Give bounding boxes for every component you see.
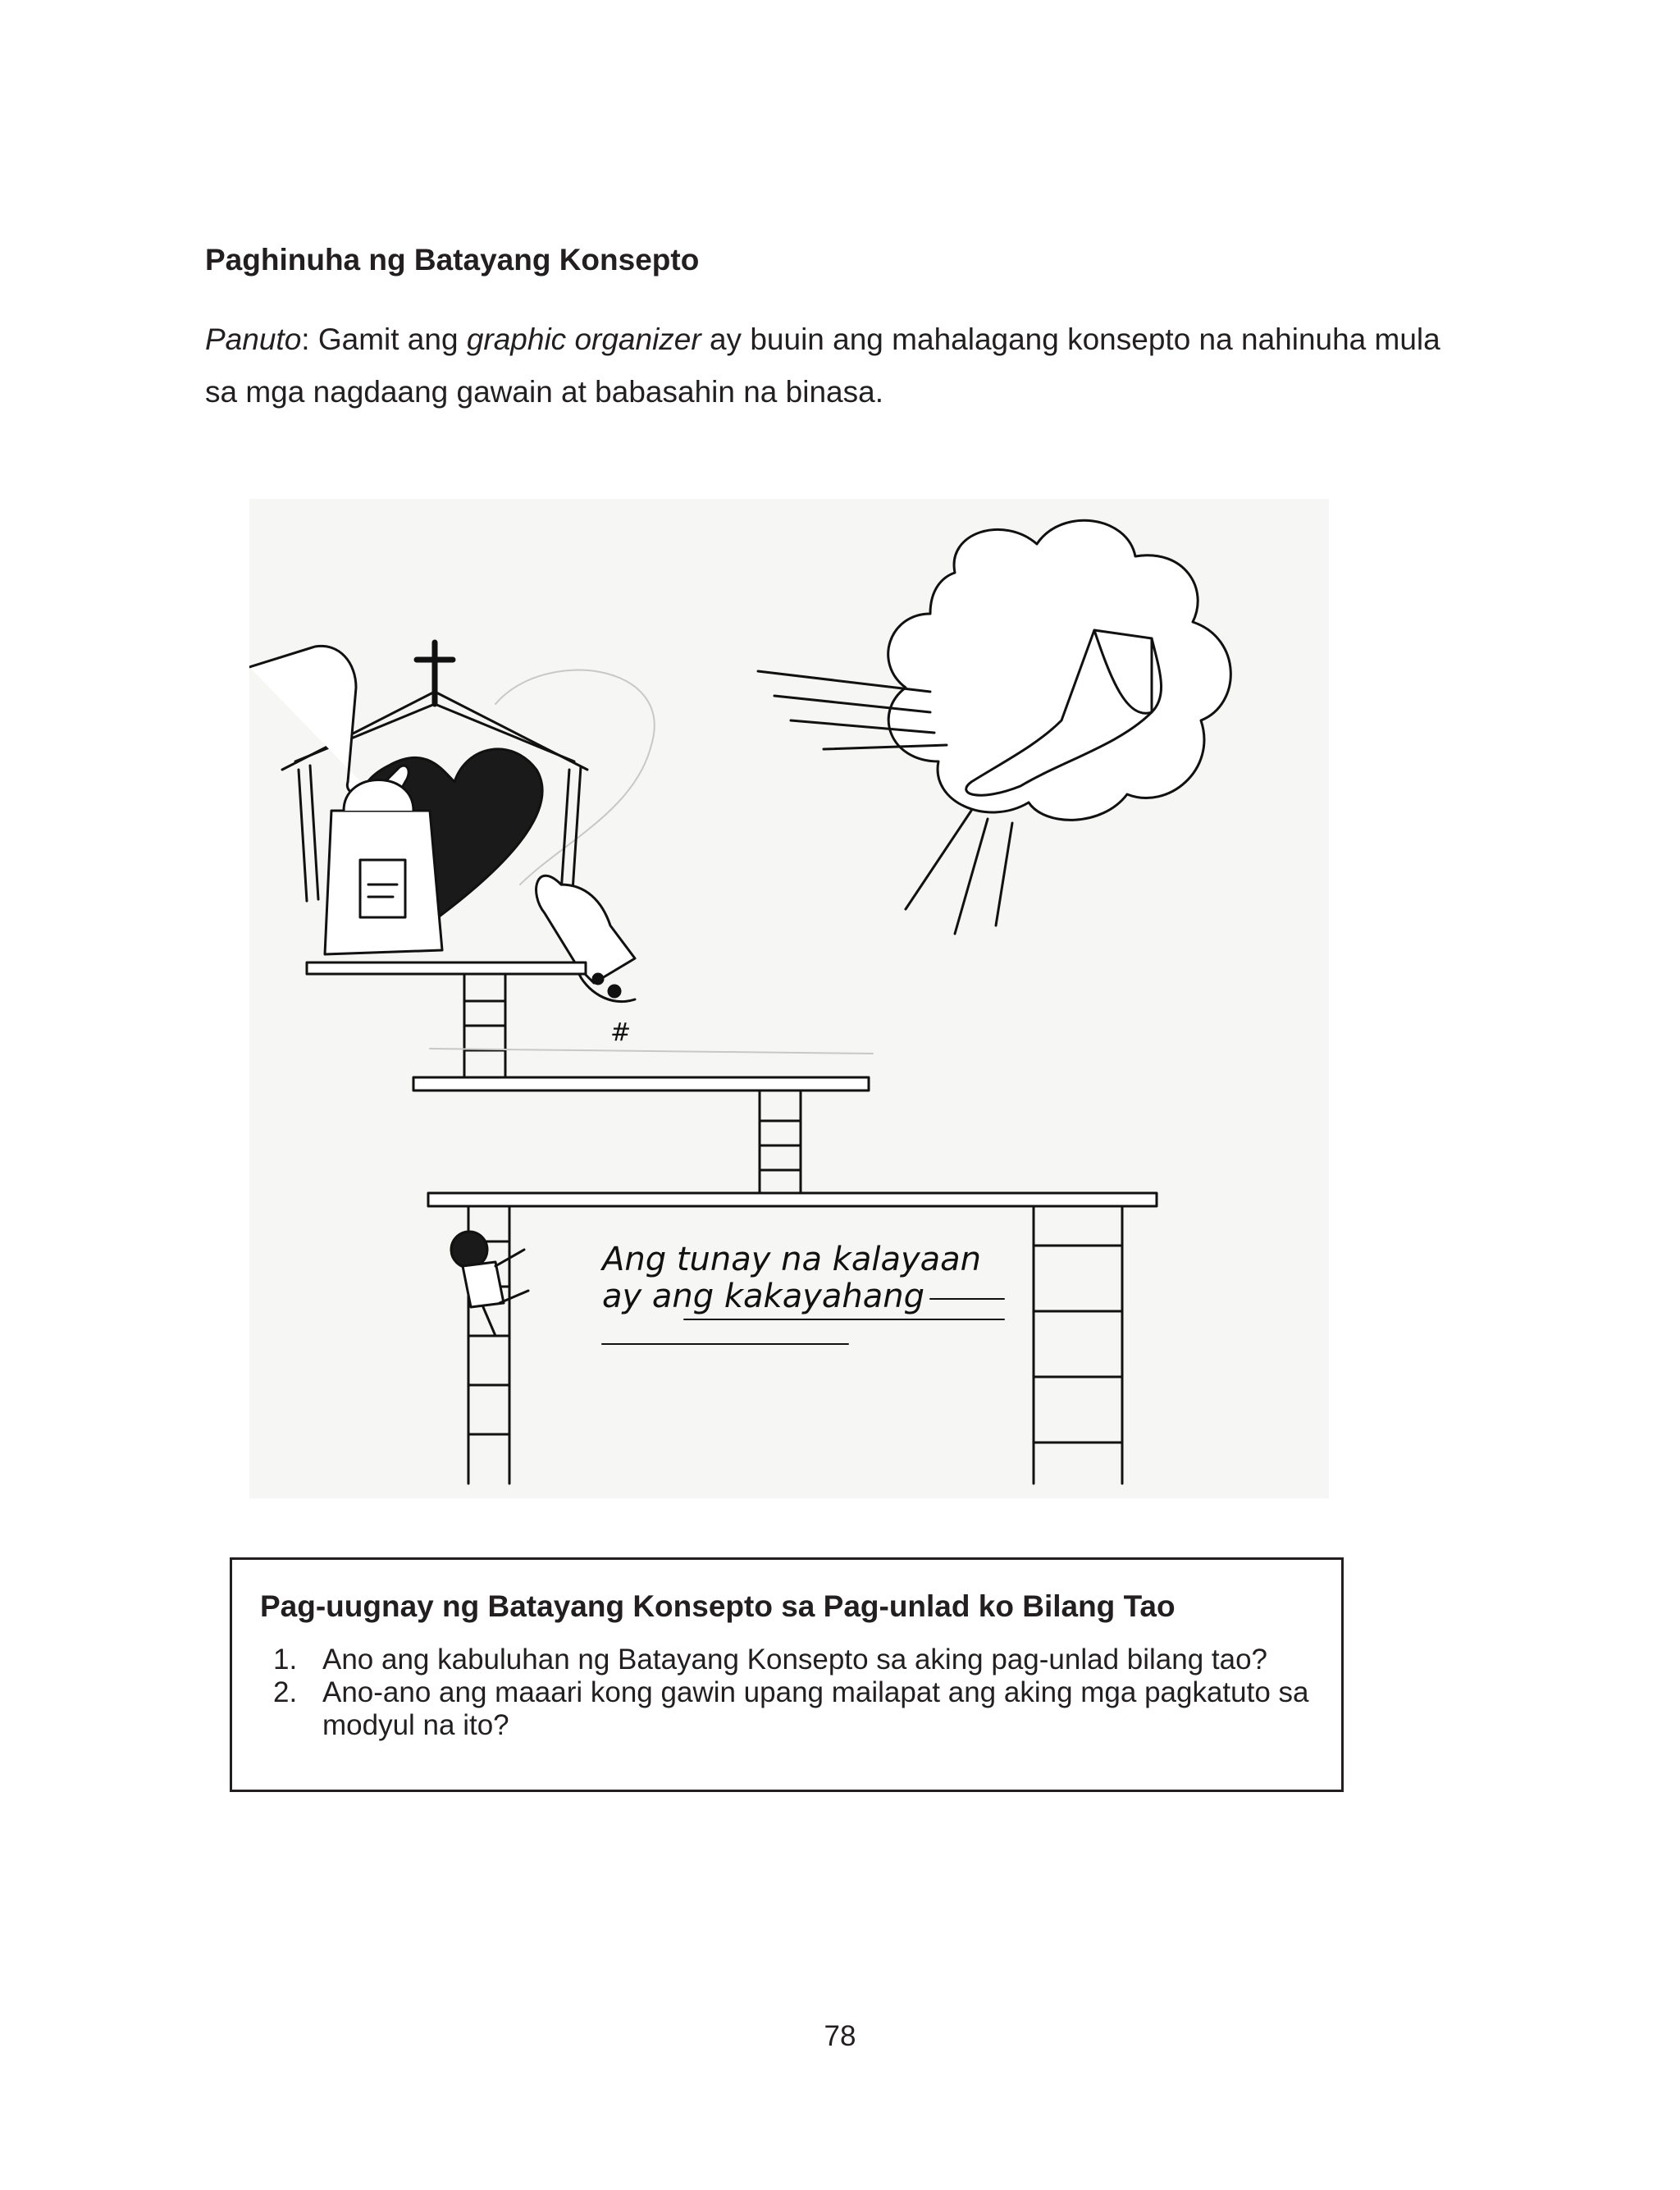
cloud-icon — [888, 520, 1231, 820]
reflection-title: Pag-uugnay ng Batayang Konsepto sa Pag-unlad ko Bilang Tao — [260, 1589, 1176, 1623]
page-number: 78 — [824, 2020, 856, 2052]
instructions-label: Panuto — [205, 322, 302, 356]
section-heading: Paghinuha ng Batayang Konsepto — [205, 243, 700, 277]
platform-top — [307, 962, 586, 974]
platform-middle — [413, 1077, 869, 1090]
question-number: 1. — [273, 1644, 298, 1676]
ladder-icon-2 — [760, 1091, 801, 1193]
platform-bottom — [428, 1193, 1157, 1206]
question-number: 2. — [273, 1676, 298, 1708]
graphic-organizer-illustration — [249, 499, 1329, 1498]
instructions-text-2: ay buuin ang mahalagang konsepto na nahinuha mula sa mga nagdaang gawain at babasahin na binasa. — [205, 322, 1440, 409]
instructions-term: graphic organizer — [466, 322, 701, 356]
instructions-text-1: : Gamit ang — [301, 322, 467, 356]
handwriting-line-1: Ang tunay na kalayaan — [602, 1241, 982, 1278]
child-climbing-icon — [451, 1232, 528, 1336]
svg-text:#: # — [610, 1018, 632, 1047]
question-text: Ano ang kabuluhan ng Batayang Konsepto sa aking pag-unlad bilang tao? — [322, 1644, 1268, 1676]
ladder-icon — [464, 975, 505, 1077]
reflection-box — [230, 1557, 1344, 1792]
instructions — [205, 313, 1452, 418]
question-item — [273, 1644, 1331, 1676]
question-item — [273, 1676, 1331, 1742]
question-text: Ano-ano ang maaari kong gawin upang mailapat ang aking mga pagkatuto sa modyul na ito? — [322, 1676, 1309, 1741]
ladder-icon-4 — [1034, 1206, 1122, 1484]
handwriting-line-2: ay ang kakayahang — [602, 1278, 925, 1315]
question-list — [273, 1644, 1331, 1742]
